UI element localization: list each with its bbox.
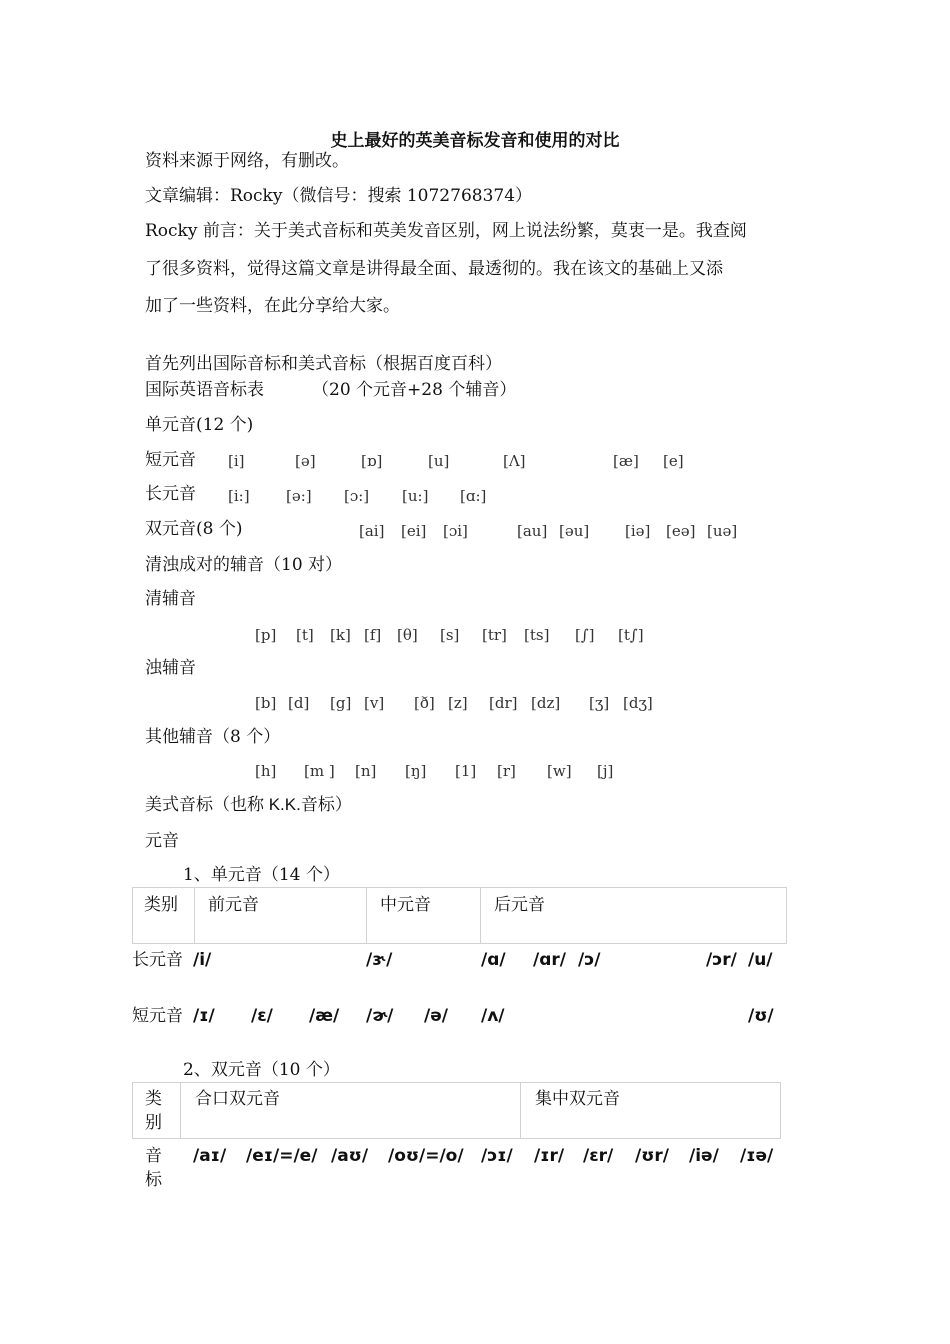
- monophthongs-label: 单元音(12 个): [145, 415, 254, 435]
- ipa-symbol: [t∫]: [618, 626, 644, 644]
- ipa-symbol: /oʊ/=/o/: [388, 1146, 464, 1166]
- ipa-symbol: [d]: [288, 694, 310, 712]
- diphthongs-label: 双元音(8 个): [145, 519, 243, 539]
- ipa-symbol: [au]: [517, 522, 548, 540]
- mono-long-label: 长元音: [132, 950, 183, 970]
- ipa-symbol: /ɛr/: [583, 1146, 614, 1166]
- ipa-symbol: /ʌ/: [481, 1006, 505, 1026]
- intl-table-note: （20 个元音+28 个辅音）: [312, 380, 517, 400]
- intl-table-title: 国际英语音标表: [145, 380, 264, 400]
- preface-line-1: Rocky 前言：关于美式音标和英美发音区别，网上说法纷繁，莫衷一是。我查阅: [145, 221, 747, 241]
- ipa-symbol: /ɛ/: [251, 1006, 273, 1026]
- ipa-symbol: [f]: [364, 626, 382, 644]
- ipa-symbol: [ɔi]: [443, 522, 468, 540]
- other-consonants-label: 其他辅音（8 个）: [145, 727, 281, 747]
- ipa-symbol: /ɪ/: [193, 1006, 215, 1026]
- diph-row-label-2: 标: [145, 1170, 162, 1190]
- diph-row-label-1: 音: [145, 1146, 162, 1166]
- ipa-symbol: /i/: [193, 950, 212, 970]
- ipa-symbol: [dz]: [531, 694, 561, 712]
- ipa-symbol: [eə]: [666, 522, 696, 540]
- preface-line-2: 了很多资料，觉得这篇文章是讲得最全面、最透彻的。我在该文的基础上又添: [145, 259, 723, 279]
- ipa-symbol: [w]: [547, 762, 572, 780]
- ipa-symbol: [ts]: [524, 626, 550, 644]
- ipa-symbol: [h]: [255, 762, 277, 780]
- ipa-symbol: /ʊ/: [748, 1006, 774, 1026]
- ipa-symbol: /iə/: [689, 1146, 719, 1166]
- preface-line-3: 加了一些资料，在此分享给大家。: [145, 296, 400, 316]
- ipa-symbol: [s]: [440, 626, 460, 644]
- us-heading: 美式音标（也称 K.K.音标）: [145, 795, 352, 814]
- ipa-symbol: [z]: [448, 694, 468, 712]
- ipa-symbol: [Λ]: [503, 452, 526, 470]
- ipa-symbol: [ɔ:]: [344, 487, 370, 505]
- ipa-symbol: [u:]: [402, 487, 429, 505]
- ipa-symbol: [i:]: [228, 487, 250, 505]
- ipa-symbol: /æ/: [309, 1006, 340, 1026]
- ipa-symbol: [ɑ:]: [460, 487, 487, 505]
- ipa-symbol: [n]: [355, 762, 377, 780]
- source-note: 资料来源于网络，有删改。: [145, 151, 349, 171]
- ipa-symbol: [j]: [597, 762, 614, 780]
- ipa-symbol: [uə]: [707, 522, 738, 540]
- paired-consonants-label: 清浊成对的辅音（10 对）: [145, 555, 343, 575]
- mono-header-front: 前元音: [208, 895, 259, 915]
- ipa-symbol: [æ]: [613, 452, 639, 470]
- ipa-symbol: [ŋ]: [405, 762, 427, 780]
- intl-heading: 首先列出国际音标和美式音标（根据百度百科）: [145, 354, 502, 374]
- ipa-symbol: /ɝ/: [366, 950, 393, 970]
- ipa-symbol: [ð]: [414, 694, 435, 712]
- ipa-symbol: [r]: [497, 762, 516, 780]
- diph-header-category-1: 类: [145, 1089, 162, 1109]
- ipa-symbol: [ɒ]: [361, 452, 383, 470]
- ipa-symbol: /ʊr/: [635, 1146, 669, 1166]
- diph-header-closing: 合口双元音: [195, 1089, 280, 1109]
- ipa-symbol: [b]: [255, 694, 277, 712]
- ipa-symbol: [1]: [455, 762, 477, 780]
- ipa-symbol: [m ]: [304, 762, 335, 780]
- ipa-symbol: [dʒ]: [623, 694, 653, 712]
- ipa-symbol: /ɑ/: [481, 950, 506, 970]
- ipa-symbol: /ɔɪ/: [481, 1146, 513, 1166]
- ipa-symbol: [tr]: [482, 626, 507, 644]
- ipa-symbol: [t]: [296, 626, 314, 644]
- ipa-symbol: /ɑr/: [533, 950, 566, 970]
- ipa-symbol: [dr]: [489, 694, 518, 712]
- ipa-symbol: /ɚ/: [366, 1006, 394, 1026]
- ipa-symbol: [ʒ]: [589, 694, 610, 712]
- ipa-symbol: [iə]: [625, 522, 651, 540]
- mono-header-central: 中元音: [380, 895, 431, 915]
- long-vowels-label: 长元音: [145, 484, 196, 504]
- ipa-symbol: [k]: [330, 626, 351, 644]
- ipa-symbol: [u]: [428, 452, 450, 470]
- mono-short-label: 短元音: [132, 1006, 183, 1026]
- ipa-symbol: /aɪ/: [193, 1146, 227, 1166]
- diph-header-category-2: 别: [145, 1113, 162, 1133]
- ipa-symbol: /aʊ/: [331, 1146, 369, 1166]
- ipa-symbol: [ai]: [359, 522, 385, 540]
- voiced-label: 浊辅音: [145, 658, 196, 678]
- ipa-symbol: [g]: [330, 694, 352, 712]
- ipa-symbol: /ɔr/: [706, 950, 737, 970]
- ipa-symbol: [∫]: [575, 626, 595, 644]
- diph-title: 2、双元音（10 个）: [183, 1060, 340, 1080]
- ipa-symbol: [θ]: [397, 626, 418, 644]
- ipa-symbol: /u/: [748, 950, 773, 970]
- mono-title: 1、单元音（14 个）: [183, 865, 340, 885]
- ipa-symbol: /eɪ/=/e/: [246, 1146, 318, 1166]
- ipa-symbol: [ə:]: [286, 487, 312, 505]
- vowels-label: 元音: [145, 831, 179, 851]
- ipa-symbol: [əu]: [559, 522, 590, 540]
- ipa-symbol: /ɪr/: [534, 1146, 565, 1166]
- voiceless-label: 清辅音: [145, 589, 196, 609]
- ipa-symbol: [i]: [228, 452, 245, 470]
- ipa-symbol: [e]: [663, 452, 684, 470]
- ipa-symbol: [p]: [255, 626, 277, 644]
- mono-header-category: 类别: [144, 895, 178, 915]
- editor-line: 文章编辑：Rocky（微信号：搜索 1072768374）: [145, 186, 533, 206]
- ipa-symbol: [v]: [364, 694, 385, 712]
- mono-header-back: 后元音: [494, 895, 545, 915]
- ipa-symbol: [ə]: [295, 452, 316, 470]
- diph-header-centering: 集中双元音: [535, 1089, 620, 1109]
- page-title: 史上最好的英美音标发音和使用的对比: [330, 131, 620, 151]
- ipa-symbol: [ei]: [401, 522, 427, 540]
- ipa-symbol: /ə/: [424, 1006, 448, 1026]
- short-vowels-label: 短元音: [145, 450, 196, 470]
- ipa-symbol: /ɪə/: [740, 1146, 774, 1166]
- ipa-symbol: /ɔ/: [578, 950, 601, 970]
